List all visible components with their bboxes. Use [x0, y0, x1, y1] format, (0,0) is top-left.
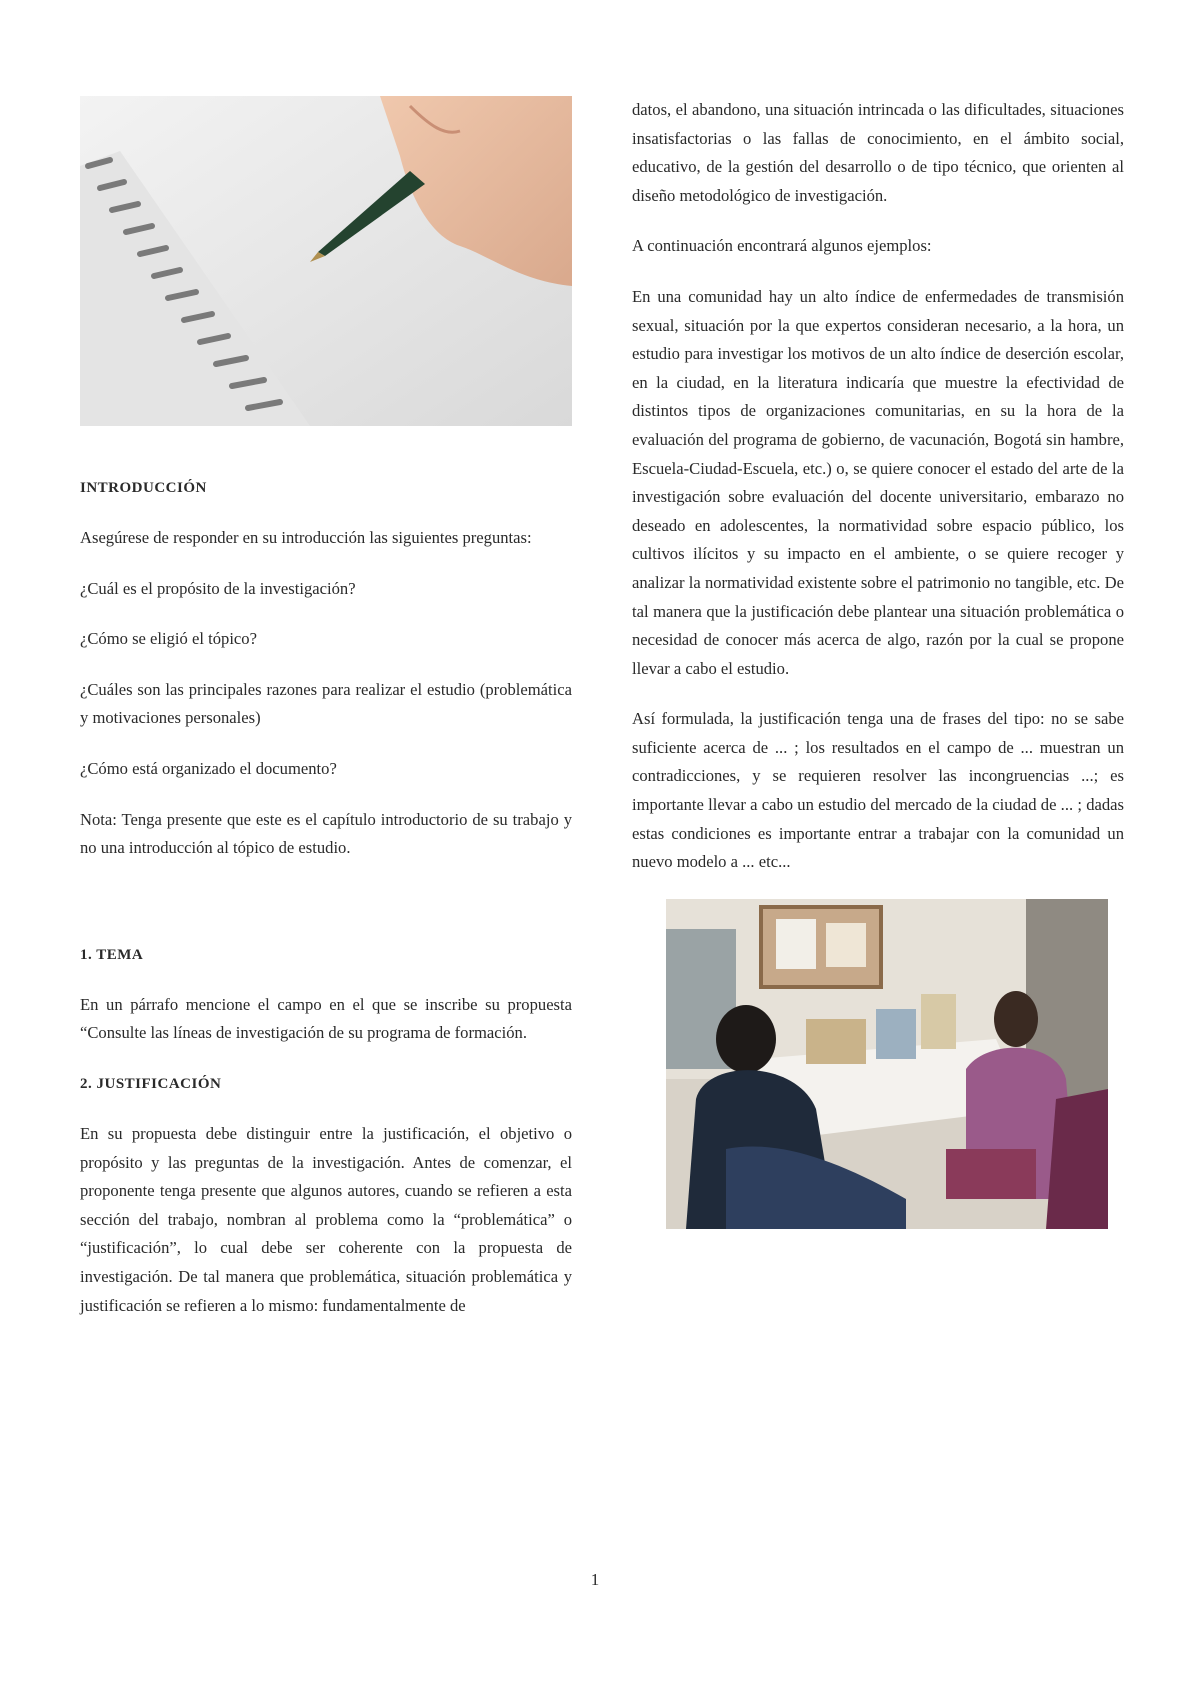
example-paragraph: En una comunidad hay un alto índice de enfermedades de transmisión sexual, situación por la que expertos consideran necesario, a la hora, un estudio para investigar los motivos de un alto índice de deserción escolar, en la ciudad, en la literatura indicaría que muestre la efectividad de distintos tipos de organizaciones comunitarias, en su la hora de la evaluación del programa de gobierno, de vacunación, Bogotá sin hambre, Escuela-Ciudad-Escuela, etc.) o, se quiere conocer el estado del arte de la investigación sobre evaluación del docente universitario, embarazo no deseado en adolescentes, la normatividad sobre espacio público, los cultivos ilícitos y su impacto en el ambiente, o se quiere recoger y analizar la normatividad existente sobre el patrimonio no tangible, etc. De tal manera que la justificación debe plantear una situación problemática o necesidad de conocer más acerca de algo, razón por la cual se propone llevar a cabo el estudio.	[632, 286, 1124, 678]
right-column	[632, 96, 1124, 1229]
continuation-paragraph: datos, el abandono, una situación intrincada o las dificultades, situaciones insatisfactorias o las fallas de conocimiento, en el ámbito social, educativo, de la gestión del desarrollo o de tipo técnico, que orienten al diseño metodológico de investigación.	[632, 100, 1124, 205]
section-spacer	[80, 885, 572, 941]
example-paragraph: Así formulada, la justificación tenga una de frases del tipo: no se sabe suficiente acerca de ... ; los resultados en el campo de ... muestran un contradicciones, y se requieren resolver las incongruencias ...; es importante llevar a cabo un estudio del mercado de la ciudad de ... ; dadas estas condiciones es importante entrar a trabajar con la comunidad un nuevo modelo a ... etc...	[632, 709, 1124, 872]
office-meeting-photo	[666, 899, 1108, 1229]
intro-note: Nota: Tenga presente que este es el capítulo introductorio de su trabajo y no una introducción al tópico de estudio.	[80, 809, 572, 858]
intro-question: ¿Cómo se eligió el tópico?	[80, 629, 257, 649]
tema-heading: 1. TEMA	[80, 946, 144, 963]
pen-writing-photo	[80, 96, 572, 426]
justificacion-heading: 2. JUSTIFICACIÓN	[80, 1075, 222, 1092]
intro-question: ¿Cuáles son las principales razones para realizar el estudio (problemática y motivaciones personales)	[80, 679, 572, 728]
justificacion-paragraph: En su propuesta debe distinguir entre la justificación, el objetivo o propósito y las preguntas de la investigación. Antes de comenzar, el proponente tenga presente que algunos autores, cuando se refieren a esta sección del trabajo, nombran al problema como la “problemática” o “justificación”, lo cual debe ser coherente con la propuesta de investigación. De tal manera que problemática, situación problemática y justificación se refieren a lo mismo: fundamentalmente de	[80, 1123, 572, 1315]
left-column	[80, 96, 572, 1342]
intro-question: ¿Cómo está organizado el documento?	[80, 758, 337, 778]
tema-paragraph: En un párrafo mencione el campo en el que se inscribe su propuesta “Consulte las líneas de investigación de su programa de formación.	[80, 994, 572, 1043]
intro-heading: INTRODUCCIÓN	[80, 480, 207, 496]
page-number: 1	[590, 1570, 600, 1589]
intro-question: ¿Cuál es el propósito de la investigación?	[80, 578, 356, 598]
examples-intro: A continuación encontrará algunos ejemplos:	[632, 236, 932, 256]
intro-paragraph: Asegúrese de responder en su introducción las siguientes preguntas:	[80, 528, 532, 547]
